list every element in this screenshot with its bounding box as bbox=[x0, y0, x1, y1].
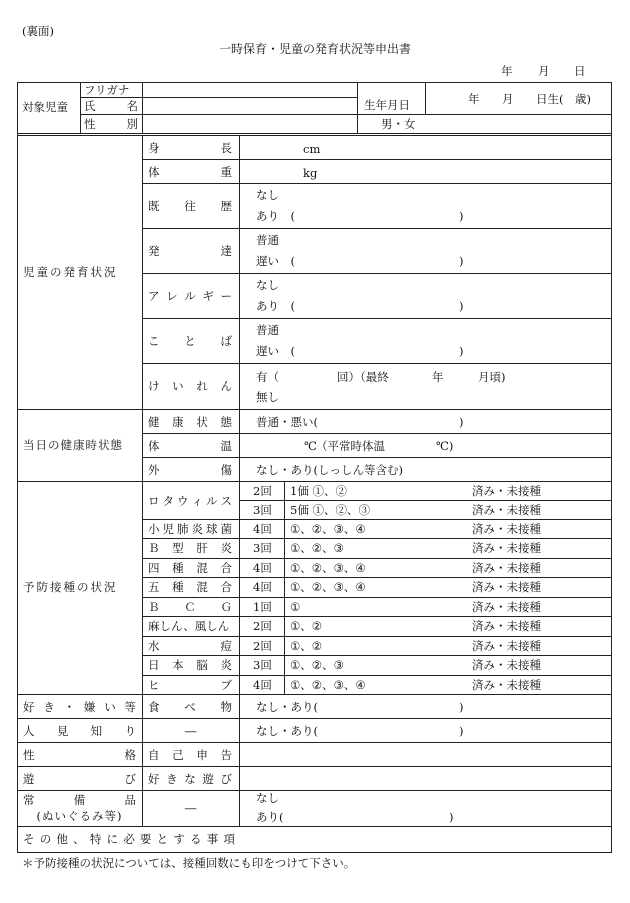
history-opt-none: なし bbox=[256, 188, 279, 202]
vaccine-label: 麻しん、風しん bbox=[148, 619, 230, 633]
seizure-opt-yes-b: 回）（最終 bbox=[337, 370, 389, 384]
form-title: 一時保育・児童の発育状況等申出書 bbox=[218, 42, 411, 56]
vaccine-status: 済み・未接種 bbox=[472, 658, 541, 672]
growth-label: 発 達 bbox=[148, 244, 232, 258]
vaccine-doses: ① bbox=[290, 600, 301, 614]
vaccine-status: 済み・未接種 bbox=[472, 503, 541, 517]
vaccine-count: 4回 bbox=[253, 580, 272, 594]
weight-unit: kg bbox=[303, 166, 318, 180]
history-opt-yes: あり ( bbox=[256, 209, 295, 223]
vaccine-count: 4回 bbox=[253, 561, 272, 575]
vaccine-status: 済み・未接種 bbox=[472, 541, 541, 555]
growth-opt-slow: 遅い ( bbox=[256, 254, 295, 268]
vaccine-count: 2回 bbox=[253, 639, 272, 653]
vaccine-doses: ①、②、③ bbox=[290, 541, 344, 555]
items-opt-yes: あり( bbox=[256, 810, 284, 824]
weight-label: 体 重 bbox=[148, 165, 232, 179]
self-report-label: 自 己 申 告 bbox=[148, 748, 232, 762]
side-note: (裏面) bbox=[22, 24, 54, 38]
date-year: 年 bbox=[501, 64, 513, 78]
date-day: 日 bbox=[574, 64, 586, 78]
vaccine-label: Ｂ 型 肝 炎 bbox=[148, 541, 232, 555]
items-close: ) bbox=[449, 810, 454, 824]
fav-play-label: 好 き な 遊 び bbox=[148, 772, 232, 786]
vaccine-count: 1回 bbox=[253, 600, 272, 614]
temperature-value-c: ℃) bbox=[436, 439, 454, 453]
play-label: 遊 び bbox=[23, 772, 136, 786]
speech-label: こ と ば bbox=[148, 334, 232, 348]
personality-label: 性 格 bbox=[23, 748, 136, 762]
vaccine-status: 済み・未接種 bbox=[472, 484, 541, 498]
vaccine-status: 済み・未接種 bbox=[472, 522, 541, 536]
vaccine-doses: ①、②、③、④ bbox=[290, 561, 366, 575]
rotavirus-label: ロ タ ウ ィ ル ス bbox=[148, 494, 232, 508]
vaccine-label: 小 児 肺 炎 球 菌 bbox=[148, 522, 232, 536]
speech-close: ) bbox=[459, 344, 464, 358]
vaccine-doses: 1価 ①、② bbox=[290, 484, 347, 498]
temperature-value-a: ℃ bbox=[304, 439, 317, 453]
food-label: 食 べ 物 bbox=[148, 700, 232, 714]
shy-dash: ― bbox=[184, 724, 197, 738]
temperature-value-b: （平常時体温 bbox=[316, 439, 385, 453]
seizure-label: け い れ ん bbox=[148, 379, 232, 393]
vaccine-doses: ①、② bbox=[290, 639, 323, 653]
seizure-opt-yes-a: 有（ bbox=[256, 370, 279, 384]
shy-value: なし・あり( bbox=[256, 724, 318, 738]
allergy-label: ア レ ル ギ ー bbox=[148, 289, 232, 303]
dob-month: 月 bbox=[502, 92, 514, 106]
seizure-opt-yes-c: 年 bbox=[432, 370, 444, 384]
vaccine-label: Ｂ Ｃ Ｇ bbox=[148, 600, 232, 614]
vaccine-label: 日 本 脳 炎 bbox=[148, 658, 232, 672]
vaccine-status: 済み・未接種 bbox=[472, 561, 541, 575]
date-month: 月 bbox=[538, 64, 550, 78]
speech-opt-slow: 遅い ( bbox=[256, 344, 295, 358]
history-label: 既 往 歴 bbox=[148, 199, 232, 213]
dob-year: 年 bbox=[468, 92, 480, 106]
history-close: ) bbox=[459, 209, 464, 223]
vaccine-doses: ①、②、③、④ bbox=[290, 678, 366, 692]
vaccine-count: 3回 bbox=[253, 541, 272, 555]
height-unit: cm bbox=[303, 142, 321, 156]
seizure-opt-no: 無し bbox=[256, 390, 279, 404]
child-section-label: 対象児童 bbox=[22, 100, 68, 114]
vaccine-count: 4回 bbox=[253, 522, 272, 536]
vaccine-count: 2回 bbox=[253, 484, 272, 498]
condition-label: 健 康 状 態 bbox=[148, 415, 232, 429]
condition-close: ) bbox=[459, 415, 464, 429]
dob-age: 日生( 歳) bbox=[536, 92, 591, 106]
food-close: ) bbox=[459, 700, 464, 714]
shy-close: ) bbox=[459, 724, 464, 738]
vaccine-status: 済み・未接種 bbox=[472, 619, 541, 633]
shy-label: 人 見 知 り bbox=[23, 724, 136, 738]
furigana-label: フリガナ bbox=[84, 83, 130, 97]
seizure-opt-yes-d: 月頃) bbox=[478, 370, 506, 384]
items-label: 常 備 品 bbox=[23, 793, 136, 807]
health-section-label: 当日の健康時状態 bbox=[23, 438, 123, 452]
development-section-label: 児童の発育状況 bbox=[23, 265, 118, 279]
likes-label: 好 き ・ 嫌 い 等 bbox=[23, 700, 136, 714]
vaccine-count: 2回 bbox=[253, 619, 272, 633]
vaccine-label: 四 種 混 合 bbox=[148, 561, 232, 575]
temperature-label: 体 温 bbox=[148, 439, 232, 453]
allergy-opt-none: なし bbox=[256, 278, 279, 292]
growth-opt-normal: 普通 bbox=[256, 233, 279, 247]
vaccine-count: 4回 bbox=[253, 678, 272, 692]
gender-options: 男・女 bbox=[381, 117, 416, 131]
items-dash: ― bbox=[184, 801, 197, 815]
vaccination-section-label: 予防接種の状況 bbox=[23, 580, 118, 594]
vaccine-doses: ①、②、③、④ bbox=[290, 580, 366, 594]
vaccine-label: 水 痘 bbox=[148, 639, 232, 653]
growth-close: ) bbox=[459, 254, 464, 268]
height-label: 身 長 bbox=[148, 141, 232, 155]
dob-label: 生年月日 bbox=[364, 98, 410, 112]
vaccine-doses: ①、② bbox=[290, 619, 323, 633]
vaccine-doses: 5価 ①、②、③ bbox=[290, 503, 370, 517]
vaccine-status: 済み・未接種 bbox=[472, 600, 541, 614]
food-value: なし・あり( bbox=[256, 700, 318, 714]
condition-value: 普通・悪い( bbox=[256, 415, 318, 429]
speech-opt-normal: 普通 bbox=[256, 323, 279, 337]
items-opt-none: なし bbox=[256, 791, 279, 805]
vaccine-status: 済み・未接種 bbox=[472, 678, 541, 692]
injury-value: なし・あり(しっしん等含む) bbox=[256, 463, 403, 477]
vaccine-status: 済み・未接種 bbox=[472, 639, 541, 653]
vaccine-count: 3回 bbox=[253, 503, 272, 517]
vaccine-status: 済み・未接種 bbox=[472, 580, 541, 594]
vaccine-label: 五 種 混 合 bbox=[148, 580, 232, 594]
name-label: 氏 名 bbox=[84, 99, 138, 113]
footnote: ＊予防接種の状況については、接種回数にも印をつけて下さい。 bbox=[22, 856, 356, 870]
injury-label: 外 傷 bbox=[148, 463, 232, 477]
allergy-close: ) bbox=[459, 299, 464, 313]
vaccine-label: ヒ ブ bbox=[148, 678, 232, 692]
allergy-opt-yes: あり ( bbox=[256, 299, 295, 313]
other-label: そ の 他 、 特 に 必 要 と す る 事 項 bbox=[23, 832, 235, 846]
vaccine-count: 3回 bbox=[253, 658, 272, 672]
items-sub-label: (ぬいぐるみ等) bbox=[36, 809, 123, 823]
gender-label: 性 別 bbox=[84, 117, 138, 131]
vaccine-doses: ①、②、③ bbox=[290, 658, 344, 672]
vaccine-doses: ①、②、③、④ bbox=[290, 522, 366, 536]
